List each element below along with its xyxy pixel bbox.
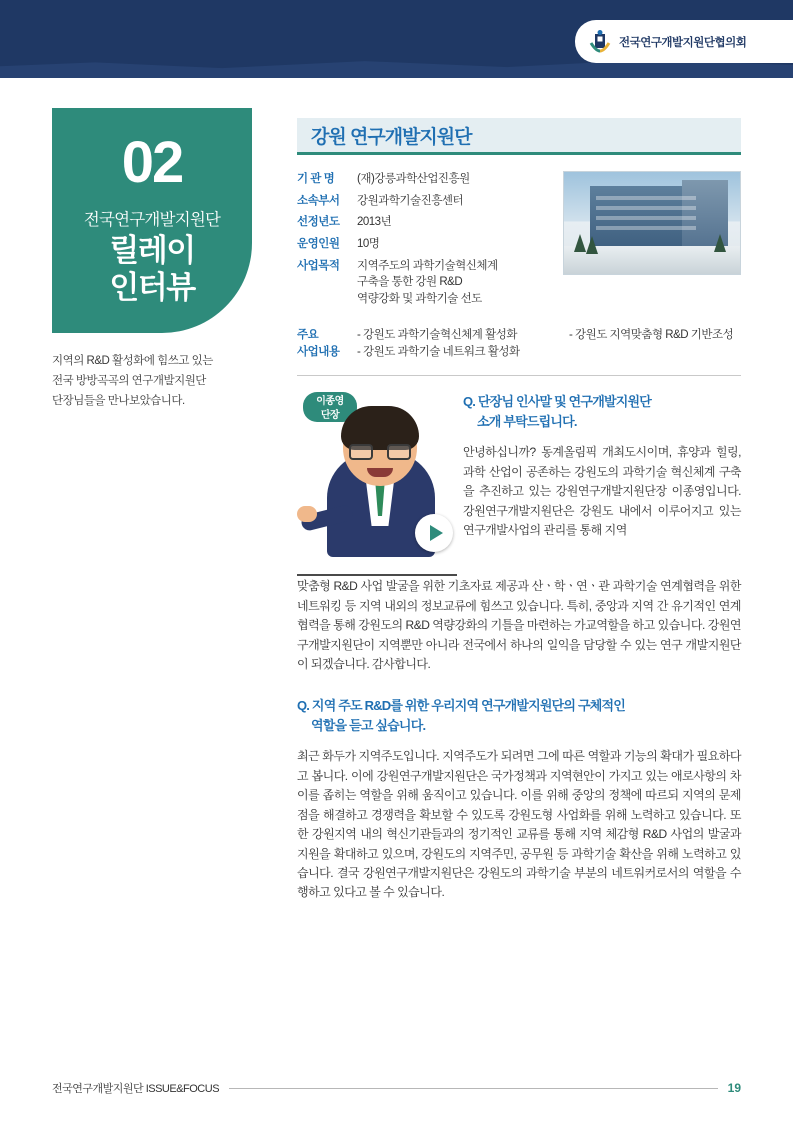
tree-icon bbox=[714, 234, 726, 252]
page-number: 19 bbox=[727, 1081, 741, 1095]
question-one-block bbox=[457, 392, 741, 577]
business-content-block bbox=[297, 327, 741, 362]
page-footer bbox=[52, 1078, 741, 1098]
portrait-hand bbox=[297, 506, 317, 522]
info-label: 선정년도 bbox=[297, 216, 340, 229]
article-title-bar bbox=[297, 118, 741, 152]
section-number-panel bbox=[52, 108, 252, 333]
answer-one-part2: 맞춤형 R&D 사업 발굴을 위한 기초자료 제공과 산ㆍ학ㆍ연ㆍ관 과학기술 연계협력을 위한 네트워킹 등 지역 내외의 정보교류에 힘쓰고 있습니다. 특히, 중앙과 지역 간 유기적인 연계협력을 통해 강원도의 R&D 역량강화의 기틀을 마련하는 가교역할을 하고 있습니다. 강원연구개발지원단이 지역뿐만 아니라 전국에서 하나의 일익을 담당할 수 있는 연구 개발지원단이 되겠습니다. 감사합니다. bbox=[297, 579, 741, 671]
question-two-line2: 역할을 듣고 싶습니다. bbox=[311, 717, 426, 733]
page-title: 강원 연구개발지원단 bbox=[311, 126, 472, 148]
info-row bbox=[297, 171, 555, 188]
info-row bbox=[297, 193, 555, 210]
business-items bbox=[357, 327, 741, 362]
tree-icon bbox=[586, 236, 598, 254]
footer-divider bbox=[229, 1088, 718, 1089]
info-value: 2013년 bbox=[357, 216, 392, 229]
institute-info-table bbox=[297, 171, 555, 313]
question-one bbox=[463, 392, 741, 431]
business-item: - 강원도 과학기술혁신체계 활성화 bbox=[357, 328, 517, 341]
section-description-line2: 전국 방방곡곡의 연구개발지원단 bbox=[52, 375, 206, 388]
purpose-line: 역량강화 및 과학기술 선도 bbox=[357, 293, 482, 306]
interview-intro bbox=[297, 392, 741, 577]
footer-text: 전국연구개발지원단 ISSUE&FOCUS bbox=[52, 1083, 220, 1095]
interviewee-role: 단장 bbox=[320, 409, 340, 421]
section-number: 02 bbox=[121, 130, 183, 195]
divider bbox=[297, 375, 741, 376]
question-two-line1: Q. 지역 주도 R&D를 위한 우리지역 연구개발지원단의 구체적인 bbox=[297, 698, 626, 714]
info-value: (재)강릉과학산업진흥원 bbox=[357, 173, 470, 185]
section-description-line3: 단장님들을 만나보았습니다. bbox=[52, 395, 185, 408]
association-emblem-icon bbox=[587, 29, 613, 55]
association-logo-text: 전국연구개발지원단협의회 bbox=[619, 36, 747, 49]
institute-building-photo bbox=[563, 171, 741, 275]
page-header-band bbox=[0, 0, 793, 78]
question-one-line2: 소개 부탁드립니다. bbox=[477, 413, 577, 429]
portrait-underline bbox=[297, 574, 457, 576]
answer-two: 최근 화두가 지역주도입니다. 지역주도가 되려면 그에 따른 역할과 기능의 확대가 필요하다고 봅니다. 이에 강원연구개발지원단은 국가정책과 지역현안이 가지고 있는 애로사항의 차이를 좁히는 역할을 위해 움직이고 있습니다. 이를 위해 중앙의 정책에 따르되 지역의 문제점을 해결하고 경쟁력을 확보할 수 있도록 강원도형 사업화를 위해 노력하고 있습니다. 또한 강원지역 내의 혁신기관들과의 정기적인 교류를 통해 지역 체감형 R&D 사업의 발굴과 지원을 확대하고 있으며, 강원도의 지역주민, 공무원 등 과학기술 확산을 위해 노력하고 있습니다. 결국 강원연구개발지원단은 강원도의 과학기술 부분의 네트워커로서의 역할을 수행하고 있다고 볼 수 있습니다. bbox=[297, 749, 741, 900]
building-window-row bbox=[596, 226, 696, 230]
info-value: 10명 bbox=[357, 238, 380, 251]
section-subtitle: 전국연구개발지원단 bbox=[83, 211, 221, 229]
building-window-row bbox=[596, 196, 696, 200]
building-window-row bbox=[596, 216, 696, 220]
section-title-line1: 릴레이 bbox=[109, 233, 195, 268]
info-label: 소속부서 bbox=[297, 194, 340, 207]
play-video-button[interactable] bbox=[415, 514, 453, 552]
purpose-line: 지역주도의 과학기술혁신체계 bbox=[357, 259, 498, 272]
info-label: 기 관 명 bbox=[297, 173, 335, 185]
glasses-icon bbox=[349, 444, 411, 460]
section-description-line1: 지역의 R&D 활성화에 힘쓰고 있는 bbox=[52, 355, 213, 367]
title-underline bbox=[297, 152, 741, 155]
info-row-purpose bbox=[297, 258, 555, 308]
business-item: - 강원도 과학기술 네트워크 활성화 bbox=[357, 345, 520, 358]
business-column-right bbox=[569, 327, 741, 362]
info-row bbox=[297, 236, 555, 253]
association-logo bbox=[575, 20, 793, 63]
info-value: 강원과학기술진흥센터 bbox=[357, 194, 464, 207]
business-column-left bbox=[357, 327, 569, 362]
question-one-line1: Q. 단장님 인사말 및 연구개발지원단 bbox=[463, 394, 651, 410]
business-label-line2: 사업내용 bbox=[297, 345, 340, 358]
tree-icon bbox=[574, 234, 586, 252]
institute-info-block bbox=[297, 171, 741, 313]
info-value bbox=[357, 258, 498, 308]
info-label: 사업목적 bbox=[297, 259, 340, 272]
main-content bbox=[297, 118, 741, 903]
building-window-row bbox=[596, 206, 696, 210]
interviewee-portrait bbox=[297, 392, 457, 577]
info-row bbox=[297, 214, 555, 231]
business-label bbox=[297, 327, 357, 362]
business-label-line1: 주요 bbox=[297, 328, 319, 341]
left-column bbox=[52, 108, 252, 411]
section-title-line2: 인터뷰 bbox=[109, 270, 195, 306]
question-two bbox=[297, 696, 741, 735]
answer-one-part1: 안녕하십니까? 동계올림픽 개최도시이며, 휴양과 힐링, 과학 산업이 공존하는 강원도의 과학기술 혁신체계 구축을 추진하고 있는 강원연구개발지원단장 이종영입니다. 강원연구개발지원단은 강원도 내에서 이루어지고 있는 연구개발사업의 관리를 통해 지역 bbox=[463, 445, 741, 537]
purpose-line: 구축을 통한 강원 R&D bbox=[357, 276, 463, 289]
section-description bbox=[52, 351, 252, 411]
business-item: - 강원도 지역맞춤형 R&D 기반조성 bbox=[569, 328, 734, 341]
info-label: 운영인원 bbox=[297, 238, 340, 251]
interviewee-name: 이종영 bbox=[316, 396, 344, 408]
